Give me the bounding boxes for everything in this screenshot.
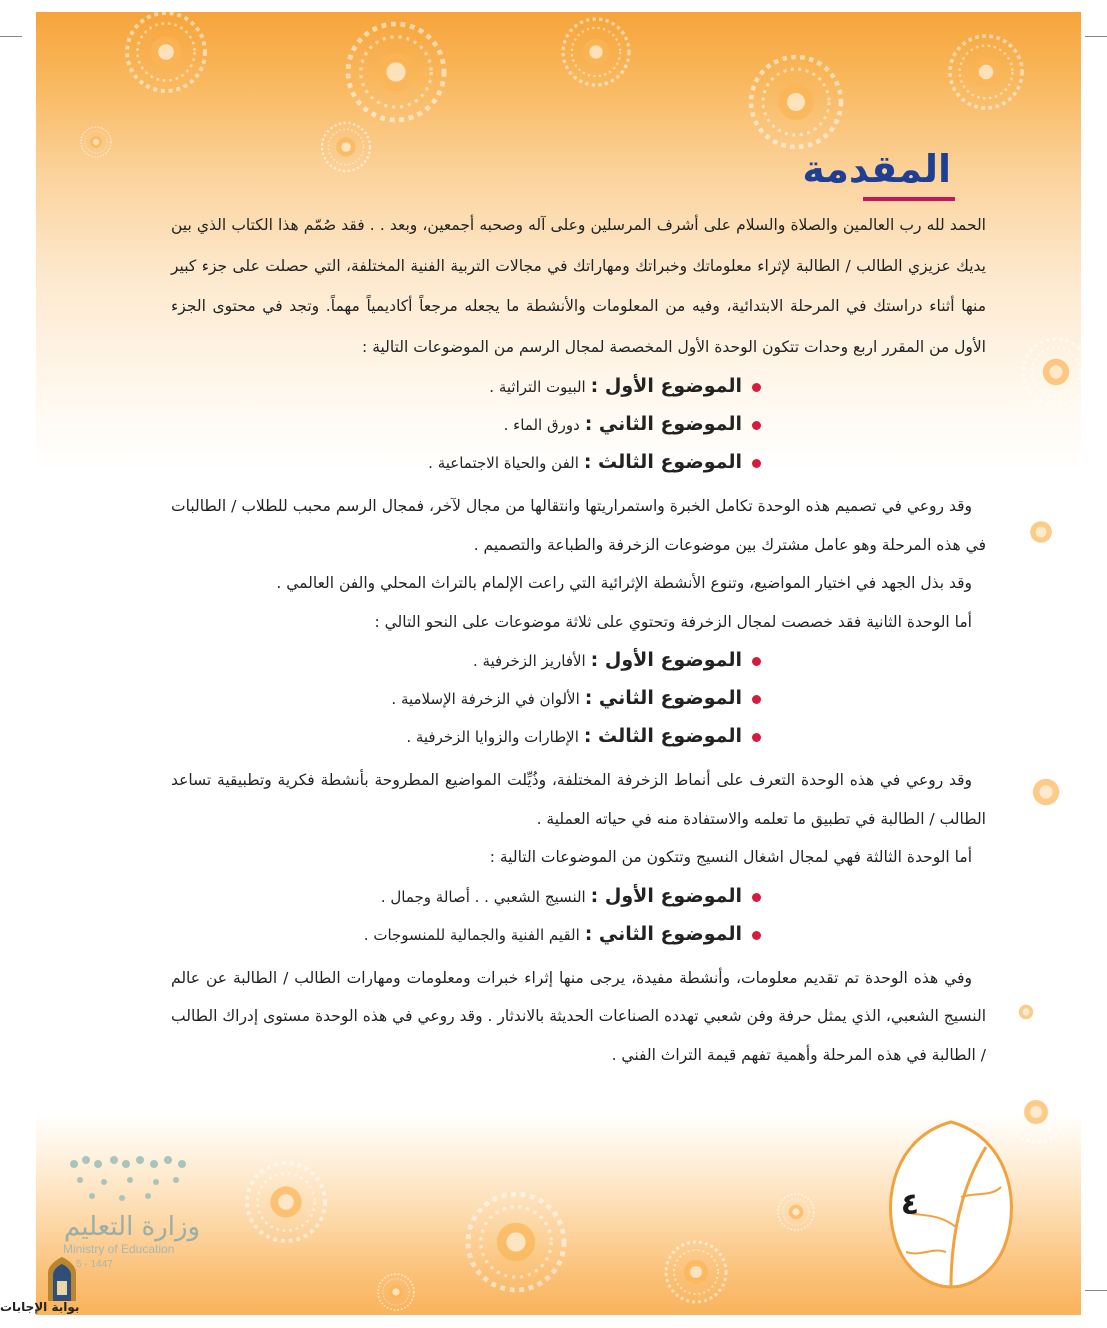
bullet-dot — [752, 695, 761, 704]
bullet-dot — [752, 459, 761, 468]
bullet-dot — [752, 383, 761, 392]
crop-mark — [1085, 36, 1107, 37]
unit3-paragraph: وفي هذه الوحدة تم تقديم معلومات، وأنشطة مفيدة، يرجى منها إثراء خبرات ومعلومات ومهارات الطالب / الطالبة عن عالم النسيج الشعبي، الذي يمثل حرفة وفن شعبي تهدده الصناعات الحديثة بالاندثار . وقد روعي في هذه الوحدة مستوى إدراك الطالب / الطالبة في هذه المرحلة وأهمية تفهم قيمة التراث الفني . — [171, 968, 986, 1064]
list-item: الموضوع الثاني : القيم الفنية والجمالية للمنسوجات . — [171, 915, 986, 953]
list-item: الموضوع الأول : الأفاريز الزخرفية . — [171, 641, 986, 679]
bullet-dot — [752, 421, 761, 430]
list-item: الموضوع الثالث : الفن والحياة الاجتماعية . — [171, 443, 986, 481]
intro-content — [171, 205, 986, 1074]
crop-mark — [0, 36, 22, 37]
unit1-topic-list — [171, 367, 986, 481]
site-logo-icon — [42, 1255, 82, 1303]
bullet-dot — [752, 733, 761, 742]
page-number: ٤ — [900, 1187, 919, 1222]
list-item: الموضوع الأول : البيوت التراثية . — [171, 367, 986, 405]
unit3-topic-list — [171, 877, 986, 953]
site-watermark: بوابة الإجابات — [0, 1300, 80, 1314]
bullet-dot — [752, 893, 761, 902]
list-item: الموضوع الثالث : الإطارات والزوايا الزخرفية . — [171, 717, 986, 755]
list-item: الموضوع الأول : النسيج الشعبي . . أصالة وجمال . — [171, 877, 986, 915]
list-item: الموضوع الثاني : الألوان في الزخرفة الإسلامية . — [171, 679, 986, 717]
crop-mark — [1085, 1290, 1107, 1291]
bullet-dot — [752, 657, 761, 666]
unit3-intro: أما الوحدة الثالثة فهي لمجال اشغال النسيج وتتكون من الموضوعات التالية : — [489, 848, 972, 866]
unit1-paragraph: وقد بذل الجهد في اختيار المواضيع، وتنوع الأنشطة الإثرائية التي راعت الإلمام بالتراث المحلي والفن العالمي . — [276, 574, 972, 592]
intro-paragraph: الحمد لله رب العالمين والصلاة والسلام على أشرف المرسلين وعلى آله وصحبه أجمعين، وبعد . . فقد صُمّم هذا الكتاب الذي بين يديك عزيزي الطالب / الطالبة لإثراء معلوماتك وخبراتك ومهاراتك في مجالات التربية الفنية المختلفة، التي حصلت على جزء كبير منها أثناء دراستك في المرحلة الابتدائية، وفيه من المعلومات والأنشطة ما يجعله مرجعاً أكاديمياً مهماً. وتجد في محتوى الجزء الأول من المقرر اربع وحدات تتكون الوحدة الأول المخصصة لمجال الرسم من الموضوعات التالية : — [171, 216, 986, 356]
unit1-paragraph: وقد روعي في تصميم هذه الوحدة تكامل الخبرة واستمراريتها وانتقالها من مجال لآخر، فمجال الرسم محبب للطلاب / الطالبات في هذه المرحلة وهو عامل مشترك بين موضوعات الزخرفة والطباعة والتصميم . — [171, 497, 986, 554]
list-item: الموضوع الثاني : دورق الماء . — [171, 405, 986, 443]
leaf-icon — [876, 1117, 1026, 1292]
unit2-intro: أما الوحدة الثانية فقد خصصت لمجال الزخرفة وتحتوي على ثلاثة موضوعات على النحو التالي : — [374, 612, 972, 631]
unit2-topic-list — [171, 641, 986, 755]
ministry-arabic-name: وزارة التعليم — [64, 1212, 201, 1242]
ministry-year: 5 - 1447 — [76, 1259, 113, 1270]
bullet-dot — [752, 931, 761, 940]
ministry-logo-icon — [64, 1152, 204, 1207]
book-page — [36, 12, 1081, 1315]
ministry-english-name: Ministry of Education — [63, 1242, 175, 1256]
title-underline — [863, 197, 955, 201]
unit2-paragraph: وقد روعي في هذه الوحدة التعرف على أنماط الزخرفة المختلفة، وذُيِّلت المواضيع المطروحة بأنشطة فكرية وتطبيقية تساعد الطالب / الطالبة في تطبيق ما تعلمه والاستفادة منه في حياته العملية . — [171, 771, 986, 828]
page-title: المقدمة — [802, 147, 951, 191]
